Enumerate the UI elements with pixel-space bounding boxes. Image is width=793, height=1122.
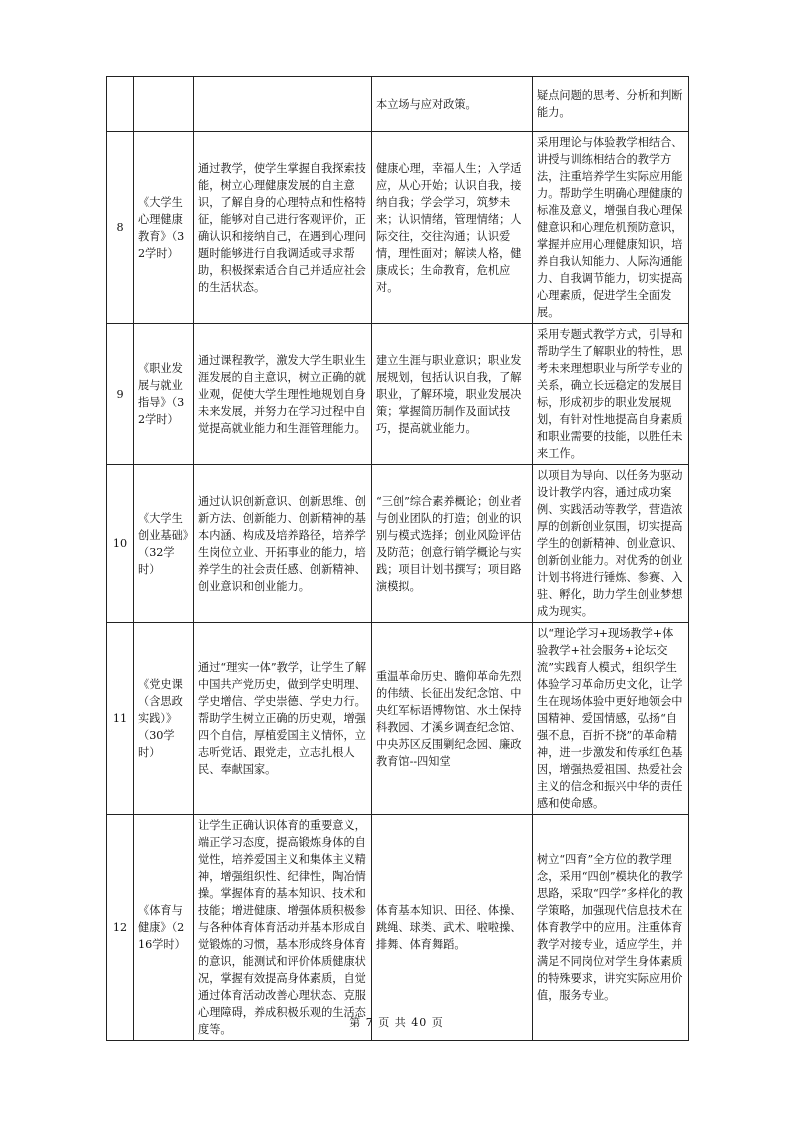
row-number: 10 (107, 465, 134, 623)
table-row (107, 465, 689, 623)
course-content: 本立场与应对政策。 (372, 77, 533, 132)
row-number: 12 (107, 815, 134, 1041)
teaching-method: 以项目为导向、以任务为驱动设计教学内容，通过成功案例、实践活动等教学，营造浓厚的创新创业氛围，切实提高学生的创新精神、创业意识、创新创业能力。对优秀的创业计划书将进行锤炼、参赛、入驻、孵化，助力学生创业梦想成为现实。 (533, 465, 689, 623)
course-content: “三创”综合素养概论；创业者与创业团队的打造；创业的识别与模式选择；创业风险评估及防范；创意行销学概论与实践；项目计划书撰写；项目路演模拟。 (372, 465, 533, 623)
course-objective: 通过课程教学，激发大学生职业生涯发展的自主意识，树立正确的就业观，促使大学生理性地规划自身未来发展，并努力在学习过程中自觉提高就业能力和生涯管理能力。 (194, 324, 372, 465)
course-objective (194, 77, 372, 132)
row-number: 9 (107, 324, 134, 465)
row-number: 8 (107, 132, 134, 324)
teaching-method: 采用专题式教学方式，引导和帮助学生了解职业的特性，思考未来理想职业与所学专业的关系，确立长远稳定的发展目标，形成初步的职业发展规划，有针对性地提高自身素质和职业需要的技能，以胜任未来工作。 (533, 324, 689, 465)
table-row (107, 815, 689, 1041)
course-content: 体育基本知识、田径、体操、跳绳、球类、武术、啦啦操、排舞、体育舞蹈。 (372, 815, 533, 1041)
course-objective: 通过教学，使学生掌握自我探索技能，树立心理健康发展的自主意识，了解自身的心理特点和性格特征，能够对自己进行客观评价，正确认识和接纳自己，在遇到心理问题时能够进行自我调适或寻求帮助，积极探索适合自己并适应社会的生活状态。 (194, 132, 372, 324)
page-footer: 第 7 页 共 40 页 (349, 1016, 444, 1029)
row-number: 11 (107, 623, 134, 815)
course-name: 《体育与健康》（216学时） (134, 815, 194, 1041)
course-objective: 通过认识创新意识、创新思维、创新方法、创新能力、创新精神的基本内涵、构成及培养路径，培养学生岗位立业、开拓事业的能力，培养学生的社会责任感、创新精神、创业意识和创业能力。 (194, 465, 372, 623)
teaching-method: 采用理论与体验教学相结合、讲授与训练相结合的教学方法，注重培养学生实际应用能力。帮助学生明确心理健康的标准及意义，增强自我心理保健意识和心理危机预防意识，掌握并应用心理健康知识，培养自我认知能力、人际沟通能力、自我调节能力，切实提高心理素质，促进学生全面发展。 (533, 132, 689, 324)
course-objective: 让学生正确认识体育的重要意义，端正学习态度，提高锻炼身体的自觉性，培养爱国主义和集体主义精神，增强组织性、纪律性，陶冶情操。掌握体育的基本知识、技术和技能；增进健康、增强体质积极参与各种体育体育活动并基本形成自觉锻炼的习惯，基本形成终身体育的意识，能测试和评价体质健康状况，掌握有效提高身体素质，自觉通过体育活动改善心理状态、克服心理障碍，养成积极乐观的生活态度等。 (194, 815, 372, 1041)
course-content: 重温革命历史、瞻仰革命先烈的伟绩、长征出发纪念馆、中央红军标语博物馆、水土保持科教园、才溪乡调查纪念馆、中央苏区反围剿纪念园、廉政教育馆--四知堂 (372, 623, 533, 815)
row-number (107, 77, 134, 132)
table-row (107, 77, 689, 132)
teaching-method: 以“理论学习+现场教学+体验教学+社会服务+论坛交流”实践育人模式，组织学生体验学习革命历史文化，让学生在现场体验中更好地领会中国精神、爱国情感，弘扬“自强不息，百折不挠”的革命精神，进一步激发和传承红色基因，增强热爱祖国、热爱社会主义的信念和振兴中华的责任感和使命感。 (533, 623, 689, 815)
course-name: 《党史课（含思政实践）》（30学时） (134, 623, 194, 815)
course-content: 健康心理，幸福人生；入学适应，从心开始；认识自我，接纳自我；学会学习，筑梦未来；认识情绪，管理情绪；人际交往，交往沟通；认识爱情，理性面对；解读人格，健康成长；生命教育，危机应对。 (372, 132, 533, 324)
table-row (107, 324, 689, 465)
course-name: 《职业发展与就业指导》（32学时） (134, 324, 194, 465)
teaching-method: 树立“四育”全方位的教学理念，采用“四创”模块化的教学思路，采取“四学”多样化的教学策略，加强现代信息技术在体育教学中的应用。注重体育教学对接专业，适应学生，并满足不同岗位对学生身体素质的特殊要求，讲究实际应用价值，服务专业。 (533, 815, 689, 1041)
table-row (107, 132, 689, 324)
course-name (134, 77, 194, 132)
teaching-method: 疑点问题的思考、分析和判断能力。 (533, 77, 689, 132)
course-name: 《大学生心理健康教育》（32学时） (134, 132, 194, 324)
table-row (107, 623, 689, 815)
curriculum-table (106, 76, 689, 1041)
course-content: 建立生涯与职业意识；职业发展规划，包括认识自我，了解职业，了解环境，职业发展决策；掌握简历制作及面试技巧，提高就业能力。 (372, 324, 533, 465)
course-name: 《大学生创业基础》（32学时） (134, 465, 194, 623)
course-objective: 通过“理实一体”教学，让学生了解中国共产党历史，做到学史明理、学史增信、学史崇德、学史力行。帮助学生树立正确的历史观，增强四个自信，厚植爱国主义情怀，立志听党话、跟党走，立志扎根人民、奉献国家。 (194, 623, 372, 815)
